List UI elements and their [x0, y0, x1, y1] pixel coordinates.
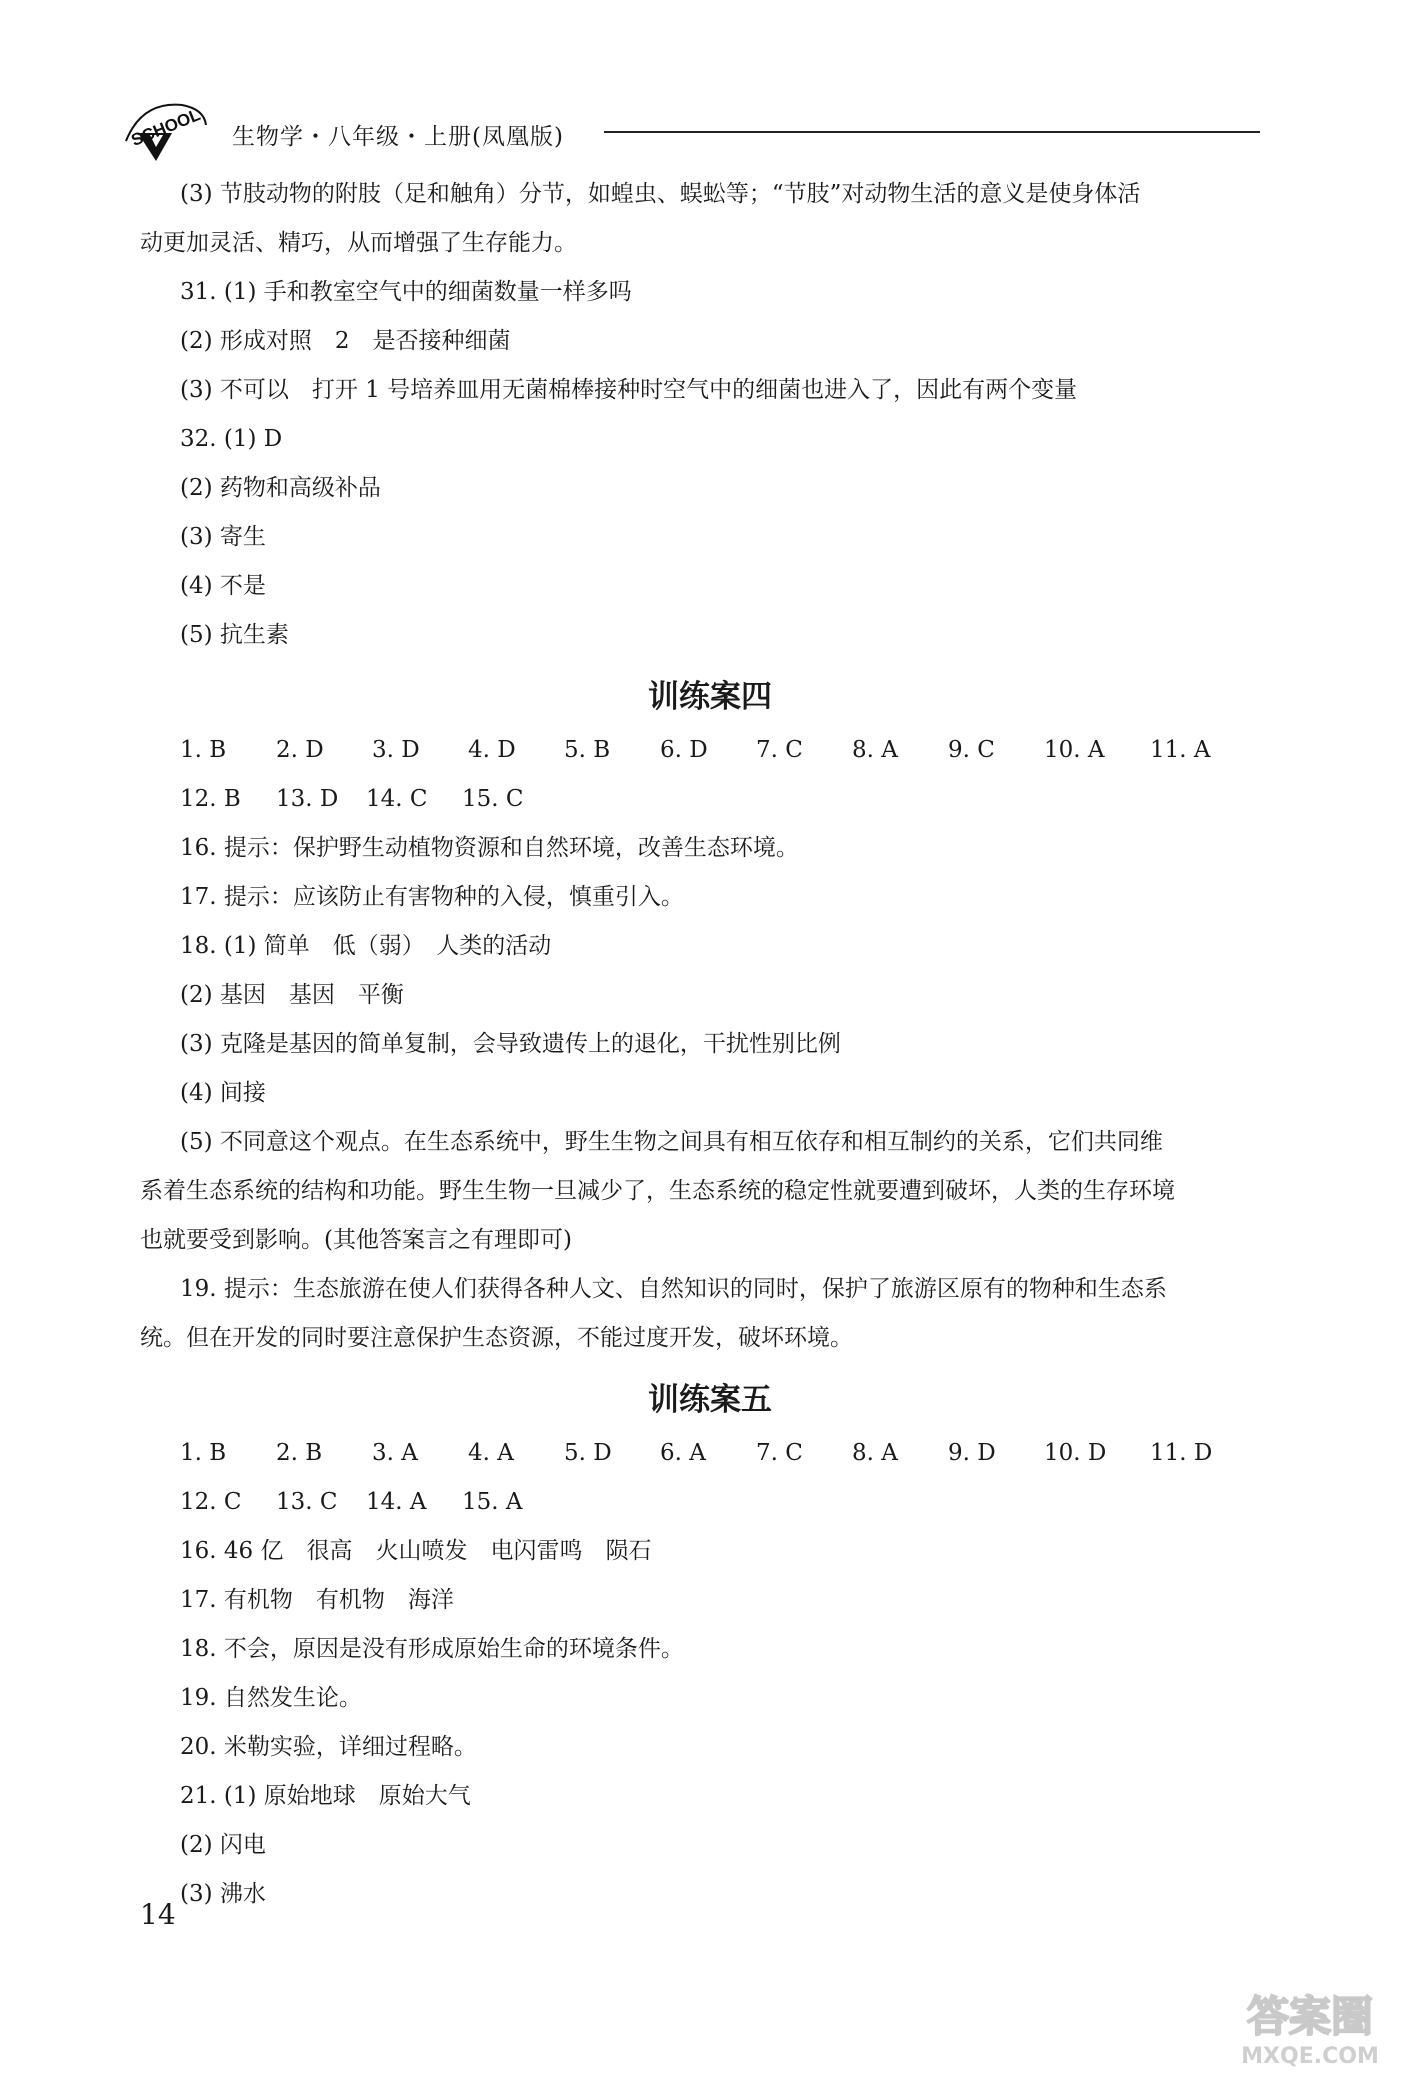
- text-line: 动更加灵活、精巧，从而增强了生存能力。: [140, 230, 577, 256]
- mc-answer: 2. B: [276, 1440, 323, 1466]
- top-answers: [140, 170, 1280, 268]
- text-line: (2) 药物和高级补品: [180, 475, 381, 501]
- text-line: 20. 米勒实验，详细过程略。: [180, 1734, 477, 1760]
- section-title: 训练案四: [648, 679, 772, 715]
- mc-answer: 10. D: [1044, 1440, 1107, 1466]
- page-header: [120, 95, 1260, 165]
- book-title: 生物学・八年级・上册(凤凰版): [232, 124, 564, 150]
- answer-content: [140, 170, 1280, 1919]
- text-line: 16. 46 亿 很高 火山喷发 电闪雷鸣 陨石: [180, 1538, 652, 1564]
- mc-answer: 1. B: [180, 1440, 227, 1466]
- text-line: 统。但在开发的同时要注意保护生态资源，不能过度开发，破坏环境。: [140, 1325, 853, 1351]
- mc-answer: 8. A: [852, 1440, 898, 1466]
- text-line: (3) 寄生: [180, 524, 266, 550]
- mc-answer: 4. D: [468, 737, 516, 763]
- watermark-url: MXQE.COM: [1241, 2044, 1379, 2069]
- mc-answer: 6. D: [660, 737, 708, 763]
- mc-answers-row: [180, 1478, 1280, 1527]
- text-line: (3) 沸水: [180, 1881, 266, 1907]
- watermark-logo: [1225, 1985, 1395, 2070]
- mc-answer: 8. A: [852, 737, 898, 763]
- mc-answer: 5. D: [564, 1440, 612, 1466]
- mc-answer: 1. B: [180, 737, 227, 763]
- text-line: 17. 提示：应该防止有害物种的入侵，慎重引入。: [180, 884, 684, 910]
- text-line: 系着生态系统的结构和功能。野生生物一旦减少了，生态系统的稳定性就要遭到破坏，人类的生存环境: [140, 1178, 1175, 1204]
- mc-answer: 9. D: [948, 1440, 996, 1466]
- mc-answer: 13. D: [276, 786, 339, 812]
- watermark-text: 答案圈: [1246, 1992, 1374, 2041]
- mc-answer: 11. A: [1150, 737, 1211, 763]
- answer-paragraph: [140, 1265, 1280, 1363]
- mc-answer: 15. A: [462, 1489, 523, 1515]
- text-line: (2) 闪电: [180, 1832, 266, 1858]
- text-line: 31. (1) 手和教室空气中的细菌数量一样多吗: [180, 279, 632, 305]
- mc-answer: 14. A: [366, 1489, 427, 1515]
- mc-answer: 11. D: [1150, 1440, 1213, 1466]
- text-line: 17. 有机物 有机物 海洋: [180, 1587, 454, 1613]
- header-rule: [604, 131, 1260, 133]
- text-line: 18. (1) 简单 低（弱） 人类的活动: [180, 933, 552, 959]
- text-line: 也就要受到影响。(其他答案言之有理即可): [140, 1227, 572, 1253]
- text-line: (3) 不可以 打开 1 号培养皿用无菌棉棒接种时空气中的细菌也进入了，因此有两个变量: [180, 377, 1078, 403]
- text-line: (2) 形成对照 2 是否接种细菌: [180, 328, 511, 354]
- text-line: 32. (1) D: [180, 426, 283, 452]
- mc-answer: 5. B: [564, 737, 611, 763]
- text-line: (3) 克隆是基因的简单复制，会导致遗传上的退化，干扰性别比例: [180, 1031, 841, 1057]
- mc-answer: 3. D: [372, 737, 420, 763]
- mc-answer: 9. C: [948, 737, 995, 763]
- text-line: (3) 节肢动物的附肢（足和触角）分节，如蝗虫、蜈蚣等；“节肢”对动物生活的意义是使身体活: [180, 181, 1141, 207]
- mc-answer: 7. C: [756, 1440, 803, 1466]
- mc-answers-row: [180, 1429, 1280, 1478]
- text-line: (5) 不同意这个观点。在生态系统中，野生生物之间具有相互依存和相互制约的关系，它们共同维: [180, 1129, 1163, 1155]
- mc-answer: 3. A: [372, 1440, 418, 1466]
- text-line: (4) 不是: [180, 573, 266, 599]
- mc-answer: 12. B: [180, 786, 241, 812]
- mc-answer: 7. C: [756, 737, 803, 763]
- mc-answers-row: [180, 775, 1280, 824]
- text-line: 19. 提示：生态旅游在使人们获得各种人文、自然知识的同时，保护了旅游区原有的物种和生态系: [180, 1276, 1167, 1302]
- answer-paragraph: [140, 1118, 1280, 1265]
- school-logo-icon: [120, 95, 220, 165]
- text-line: 18. 不会，原因是没有形成原始生命的环境条件。: [180, 1636, 684, 1662]
- logo-text: SCHOOL: [128, 105, 204, 150]
- mc-answer: 6. A: [660, 1440, 706, 1466]
- page-number: 14: [140, 1898, 176, 1931]
- mc-answer: 13. C: [276, 1489, 338, 1515]
- mc-answer: 12. C: [180, 1489, 242, 1515]
- mc-answer: 14. C: [366, 786, 428, 812]
- text-line: (4) 间接: [180, 1080, 266, 1106]
- mc-answer: 15. C: [462, 786, 524, 812]
- text-line: 16. 提示：保护野生动植物资源和自然环境，改善生态环境。: [180, 835, 799, 861]
- section-title: 训练案五: [648, 1382, 772, 1418]
- mc-answer: 4. A: [468, 1440, 514, 1466]
- mc-answer: 2. D: [276, 737, 324, 763]
- text-line: 19. 自然发生论。: [180, 1685, 362, 1711]
- text-line: (2) 基因 基因 平衡: [180, 982, 404, 1008]
- text-line: (5) 抗生素: [180, 622, 289, 648]
- mc-answers-row: [180, 726, 1280, 775]
- mc-answer: 10. A: [1044, 737, 1105, 763]
- text-line: 21. (1) 原始地球 原始大气: [180, 1783, 471, 1809]
